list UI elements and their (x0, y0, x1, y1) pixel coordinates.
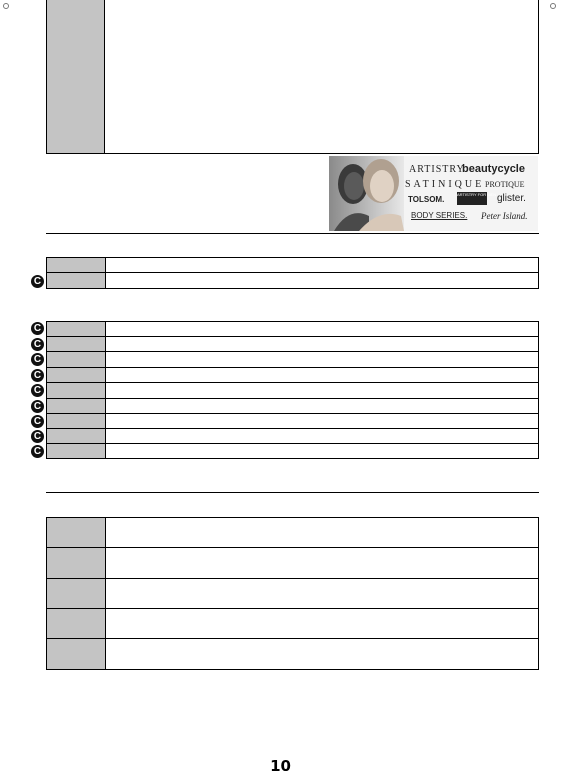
row-label-cell (47, 273, 106, 288)
table-row (46, 273, 539, 289)
table-row (46, 321, 539, 337)
brand-peter-island: Peter Island. (481, 211, 528, 221)
c-mark-icon: C (31, 322, 44, 335)
c-mark-icon: C (31, 275, 44, 288)
row-value-cell (106, 352, 538, 367)
brand-artistry-for-men-logo (457, 192, 497, 205)
row-value-cell (106, 444, 538, 458)
brand-tolsom: TOLSOM. (408, 195, 445, 204)
row-label-cell (47, 383, 106, 398)
top-table (46, 0, 539, 154)
corner-mark-top-right (550, 3, 556, 9)
brand-artistry: ARTISTRY (409, 164, 465, 175)
row-value-cell (106, 639, 538, 669)
table-row (46, 444, 539, 459)
row-label-cell (47, 368, 106, 382)
row-value-cell (106, 399, 538, 413)
row-label-cell (47, 548, 106, 578)
row-value-cell (106, 548, 538, 578)
section-divider (46, 492, 539, 493)
brand-beautycycle: beautycycle (462, 163, 525, 175)
c-mark-icon: C (31, 353, 44, 366)
table-row (46, 609, 539, 639)
row-label-cell (47, 444, 106, 458)
brand-glister: glister. (497, 193, 526, 204)
table-row (46, 548, 539, 579)
row-label-cell (47, 258, 106, 272)
row-label-cell (47, 352, 106, 367)
row-value-cell (106, 258, 538, 272)
row-value-cell (106, 368, 538, 382)
row-label-cell (47, 579, 106, 608)
brand-satinique: SATINIQUE (405, 179, 485, 190)
c-mark-icon: C (31, 400, 44, 413)
table-row (46, 368, 539, 383)
page-number: 10 (270, 757, 291, 775)
table-row (46, 352, 539, 368)
corner-mark-top-left (3, 3, 9, 9)
c-mark-icon: C (31, 445, 44, 458)
row-label-cell (47, 609, 106, 638)
table-row (46, 337, 539, 352)
c-mark-icon: C (31, 415, 44, 428)
row-label-cell (47, 399, 106, 413)
row-label-cell (47, 322, 106, 336)
table-row (46, 429, 539, 444)
table-row (46, 257, 539, 273)
table-row (46, 414, 539, 429)
c-mark-icon: C (31, 369, 44, 382)
table-row (46, 383, 539, 399)
row-value-cell (106, 518, 538, 547)
c-mark-icon: C (31, 430, 44, 443)
c-mark-icon: C (31, 338, 44, 351)
table-row (46, 639, 539, 670)
row-value-cell (106, 429, 538, 443)
row-label-cell (47, 429, 106, 443)
c-mark-icon: C (31, 384, 44, 397)
brand-body-series: BODY SERIES. (411, 211, 468, 220)
section-divider (46, 233, 539, 234)
table-row (46, 399, 539, 414)
row-label-cell (47, 639, 106, 669)
row-value-cell (106, 414, 538, 428)
row-value-cell (106, 322, 538, 336)
row-value-cell (106, 609, 538, 638)
table-row (46, 517, 539, 548)
row-label-cell (47, 337, 106, 351)
row-value-cell (106, 273, 538, 288)
row-label-cell (47, 414, 106, 428)
row-value-cell (106, 383, 538, 398)
table-row (46, 579, 539, 609)
brand-banner (329, 156, 538, 231)
top-table-label-cell (47, 0, 105, 153)
brand-artistry-for-men: ARTISTRY FOR MEN (457, 192, 497, 197)
row-value-cell (106, 579, 538, 608)
brand-protique: PROTIQUE (485, 180, 525, 189)
row-label-cell (47, 518, 106, 547)
row-value-cell (106, 337, 538, 351)
